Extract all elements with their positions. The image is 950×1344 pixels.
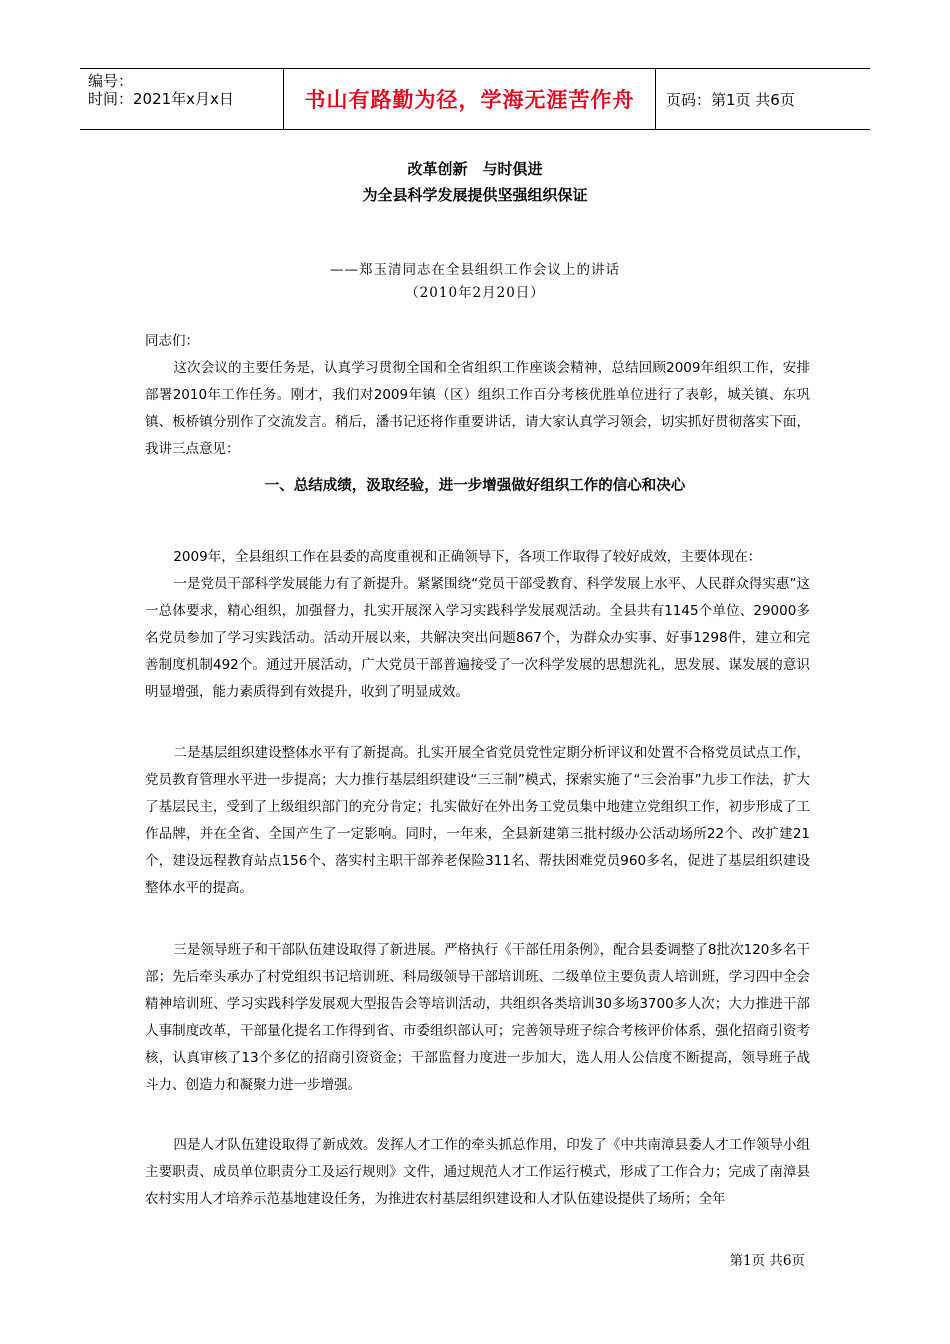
title-line-2: 为全县科学发展提供坚强组织保证 xyxy=(362,186,588,204)
section-1-heading: 一、总结成绩，汲取经验，进一步增强做好组织工作的信心和决心 xyxy=(264,477,686,494)
footer-page-label: 第1页 共6页 xyxy=(729,1253,805,1269)
section-1-opening xyxy=(145,544,810,706)
title-line-1: 改革创新 与时俱进 xyxy=(407,160,543,178)
paragraph-two-block xyxy=(145,740,810,902)
paragraph-four-block xyxy=(145,1132,810,1213)
paragraph-three: 三是领导班子和干部队伍建设取得了新进展。严格执行《干部任用条例》，配合县委调整了8批次120多名干部；先后牵头承办了村党组织书记培训班、科局级领导干部培训班、二级单位主要负责人培训班，学习四中全会精神培训班、学习实践科学发展观大型报告会等培训活动，共组织各类培训30多场3700多人次；大力推进干部人事制度改革，干部量化提名工作得到省、市委组织部认可；完善领导班子综合考核评价体系，强化招商引资考核，认真审核了13个多亿的招商引资资金；干部监督力度进一步加大，选人用人公信度不断提高，领导班子战斗力、创造力和凝聚力进一步增强。 xyxy=(145,942,810,1093)
paragraph-one: 一是党员干部科学发展能力有了新提升。紧紧围绕“党员干部受教育、科学发展上水平、人民群众得实惠”这一总体要求，精心组织，加强督力，扎实开展深入学习实践科学发展观活动。全县共有1145个单位、29000多名党员参加了学习实践活动。活动开展以来，共解决突出问题867个，为群众办实事、好事1298件，建立和完善制度机制492个。通过开展活动，广大党员干部普遍接受了一次科学发展的思想洗礼，思发展、谋发展的意识明显增强，能力素质得到有效提升，收到了明显成效。 xyxy=(145,576,810,700)
date-line: （2010年2月20日） xyxy=(405,285,545,301)
header-slogan: 书山有路勤为径，学海无涯苦作舟 xyxy=(283,69,656,129)
intro-paragraph: 这次会议的主要任务是，认真学习贯彻全国和全省组织工作座谈会精神，总结回顾2009年组织工作，安排部署2010年工作任务。刚才，我们对2009年镇（区）组织工作百分考核优胜单位进行了表彰，城关镇、东巩镇、板桥镇分别作了交流发言。稍后，潘书记还将作重要讲话，请大家认真学习领会，切实抓好贯彻落实下面，我讲三点意见： xyxy=(145,360,810,457)
speaker-line: ——郑玉清同志在全县组织工作会议上的讲话 xyxy=(330,262,620,278)
header-page-label: 页码：第1页 共6页 xyxy=(666,90,795,109)
number-label: 编号： xyxy=(88,72,134,90)
paragraph-three-block xyxy=(145,937,810,1099)
page-header xyxy=(80,68,870,130)
intro-block xyxy=(145,328,810,463)
paragraph-two: 二是基层组织建设整体水平有了新提高。扎实开展全省党员党性定期分析评议和处置不合格党员试点工作，党员教育管理水平进一步提高；大力推行基层组织建设“三三制”模式，探索实施了“三会治事”九步工作法，扩大了基层民主，受到了上级组织部门的充分肯定；扎实做好在外出务工党员集中地建立党组织工作，初步形成了工作品牌，并在全省、全国产生了一定影响。同时，一年来，全县新建第三批村级办公活动场所22个、改扩建21个，建设远程教育站点156个、落实村主职干部养老保险311名、帮扶困难党员960多名，促进了基层组织建设整体水平的提高。 xyxy=(145,745,810,896)
header-left xyxy=(80,69,283,129)
salutation: 同志们： xyxy=(145,333,199,349)
paragraph-2009: 2009年，全县组织工作在县委的高度重视和正确领导下，各项工作取得了较好成效，主要体现在： xyxy=(173,549,762,565)
time-label: 时间：2021年x月x日 xyxy=(88,90,234,108)
paragraph-four: 四是人才队伍建设取得了新成效。发挥人才工作的牵头抓总作用，印发了《中共南漳县委人才工作领导小组主要职责、成员单位职责分工及运行规则》文件，通过规范人才工作运行模式，形成了工作合力；完成了南漳县农村实用人才培养示范基地建设任务，为推进农村基层组织建设和人才队伍建设提供了场所；全年 xyxy=(145,1137,810,1207)
